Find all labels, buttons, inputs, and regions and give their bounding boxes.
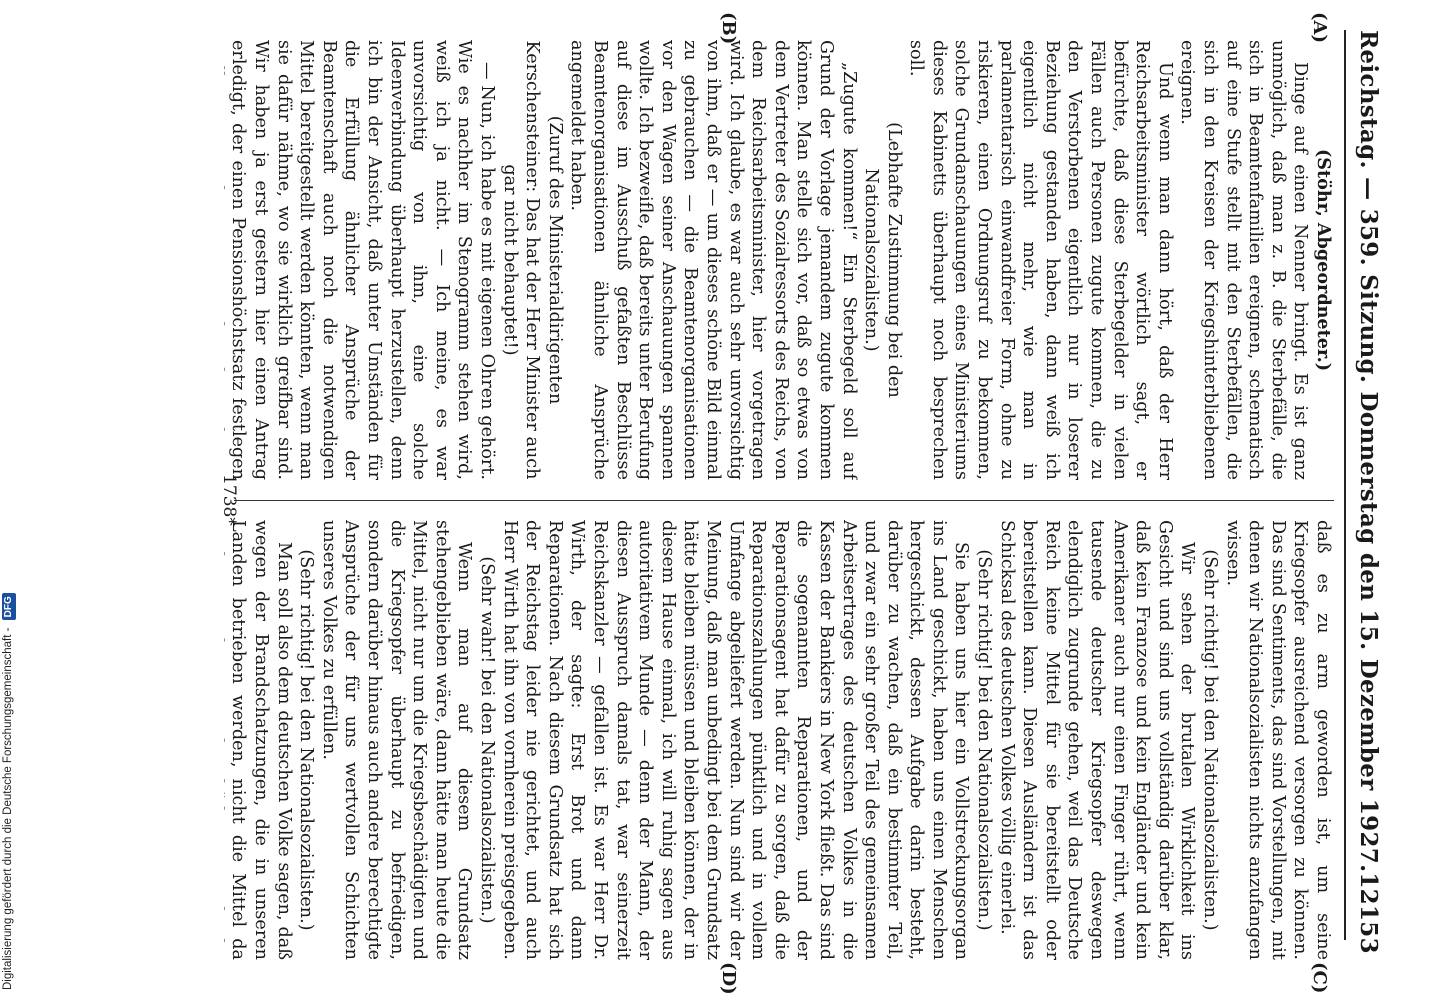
paragraph: Dinge auf einen Nenner bringt. Es ist ganz unmöglich, daß man z. B. die Sterbefälle, die sich in Beamtenfamilien ereignen, schematisch auf eine Stufe stellt mit den Sterbefällen, die sich in den Kreisen der Kriegshinterbliebenen ereignen. xyxy=(1177,40,1311,480)
right-column xyxy=(224,520,1334,960)
interjection: (Sehr wahr! bei den Nationalsozialisten.) xyxy=(477,556,498,924)
paragraph: Man soll also dem deutschen Volke sagen, daß wegen der Brandschatzungen, die in unseren Landen betrieben werden, nicht die Mittel da xyxy=(228,520,294,960)
column-divider xyxy=(234,500,1334,501)
interjection: (Sehr richtig! bei den Nationalsozialisten.) xyxy=(296,549,317,931)
speaker-label: (Stöhr, Abgeordneter.) xyxy=(1313,148,1334,372)
interjection: (Sehr richtig! bei den Nationalsozialisten.) xyxy=(974,549,995,931)
paragraph: Wir sehen der brutalen Wirklichkeit ins Gesicht und sind uns vollständig darüber klar, daß kein Franzose und kein Engländer und kein Amerikaner auch nur einen Finger rührt, wenn tausende deutscher Kriegsopfer deswegen elendiglich zugrunde gehen, weil das Deutsche Reich keine Mittel für sie bereitstellt oder bereitstellen kann. Diesen Ausländern ist das Schicksal des deutschen Volkes völlig einerlei. xyxy=(996,520,1198,960)
page-header xyxy=(1352,30,1382,954)
interjection: (Lebhafte Zustimmung bei den Nationalsozialisten.) xyxy=(861,122,904,398)
paragraph: „Zugute kommen!“ Ein Sterbegeld soll auf Grund der Vorlage jemandem zugute kommen können. Man stelle sich vor, daß so etwas von dem Vertreter des Sozialressorts des Reichs, von dem Reichsarbeitsminister, hier vorgetragen wird. Ich glaube, es war auch sehr unvorsichtig von ihm, daß er — um dieses schöne Bild einmal zu gebrauchen — die Beamtenorganisationen vor den Wagen seiner Anschauungen spannen wollte. Ich bezweifle, daß bereits unter Berufung auf diese im Ausschuß gefaßten Beschlüsse Beamtenorganisationen ähnliche Ansprüche angemeldet haben. xyxy=(567,40,859,480)
paragraph: Wenn man auf diesem Grundsatz stehengeblieben wäre, dann hätte man heute die Mittel, nicht nur um die Kriegsbeschädigten und die Kriegsopfer überhaupt zu befriedigen, sondern darüber hinaus auch andere berechtigte Ansprüche der für uns wertvollen Schichten unseres Volkes zu erfüllen. xyxy=(318,520,475,960)
header-rule xyxy=(1344,30,1346,940)
page-number: 12153 xyxy=(1355,872,1382,954)
margin-letter-d: (D) xyxy=(718,962,739,995)
margin-letter-c: (C) xyxy=(1309,962,1330,994)
credit-text: Digitalisierung gefördert durch die Deutsche Forschungsgemeinschaft - xyxy=(2,627,14,990)
interjection: (Sehr richtig! bei den Nationalsozialisten.) xyxy=(1200,549,1221,931)
paragraph: Und wenn man dann hört, daß der Herr Reichsarbeitsminister wörtlich sagt, er befürchte, daß diese Sterbegelder in vielen Fällen auch Personen zugute kommen, die zu den Verstorbenen eigentlich nur in loserer Beziehung gestanden haben, dann weiß ich eigentlich nicht mehr, wie man in parlamentarisch einwandfreier Form, ohne zu riskieren, einen Ordnungsruf zu bekommen, solche Grundanschauungen eines Ministeriums dieses Kabinetts überhaupt noch besprechen soll. xyxy=(906,40,1175,480)
page-title: Reichstag. — 359. Sitzung. Donnerstag den 15. Dezember 1927. xyxy=(1355,30,1382,873)
interjection: (Zuruf des Ministerialdirigenten Kerschensteiner: Das hat der Herr Minister auch gar nicht behauptet!) xyxy=(499,40,565,480)
paragraph: — Nun, ich habe es mit eigenen Ohren gehört. Wie es nachher im Stenogramm stehen wird, weiß ich ja nicht. — Ich meine, es war unvorsichtig von ihm, eine solche Ideenverbindung überhaupt herzustellen, denn ich bin der Ansicht, daß unter Umständen für die Erfüllung ähnlicher Ansprüche der Beamtenschaft auch noch die notwendigen Mittel bereitgestellt werden könnten, wenn man sie dafür nähme, wo sie wirklich greifbar sind. Wir haben ja erst gestern hier einen Antrag erledigt, der einen Pensionshöchstsatz festlegen xyxy=(228,40,498,480)
left-column xyxy=(224,40,1334,480)
margin-letter-b: (B) xyxy=(718,12,739,45)
paragraph: daß es zu arm geworden ist, um seine Kriegsopfer ausreichend versorgen zu können. Das sind Sentiments, das sind Vorstellungen, mit denen wir Nationalsozialisten nichts anzufangen wissen. xyxy=(1222,520,1333,960)
margin-letter-a: (A) xyxy=(1309,12,1330,43)
paragraph: Sie haben uns hier ein Vollstreckungsorgan ins Land geschickt, haben uns einen Menschen hergeschickt, dessen Aufgabe darin besteht, darüber zu wachen, daß ein bestimmter Teil, und zwar ein sehr großer Teil des gemeinsamen Arbeitsertrages des deutschen Volkes in die Kassen der Bankiers in New York fließt. Das sind die sogenannten Reparationen, und der Reparationsagent hat dafür zu sorgen, daß die Reparationszahlungen pünktlich und in vollem Umfange abgeliefert werden. Nun sind wir der Meinung, daß man unbedingt bei dem Grundsatz hätte bleiben müssen und bleiben können, der in diesem Hause einmal, ich will ruhig sagen aus autoritativem Munde — denn der Mann, der diesen Ausspruch damals tat, war seinerzeit Reichskanzler — gefallen ist. Es war Herr Dr. Wirth, der sagte: Erst Brot und dann Reparationen. Nach diesem Grundsatz hat sich der Reichstag leider nie gerichtet, und auch Herr Wirth hat ihn von vornherein preisgegeben. xyxy=(499,520,972,960)
dfg-logo: DFG xyxy=(2,593,16,620)
page-footer: 1738* xyxy=(219,474,239,526)
